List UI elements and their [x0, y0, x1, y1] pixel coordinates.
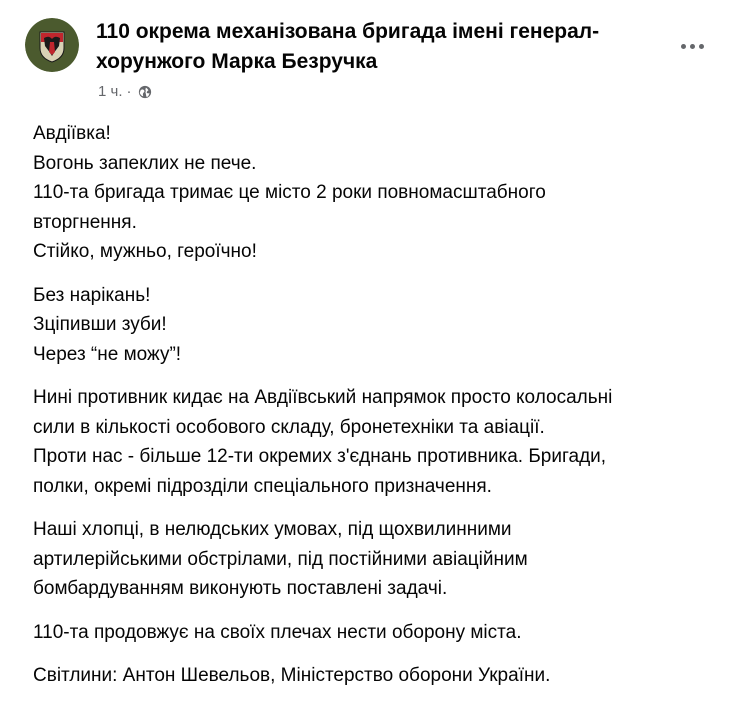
page-name-link[interactable]: [96, 17, 656, 77]
post-paragraph: [33, 661, 723, 691]
page-name-line-2: хорунжого Марка Безручка: [96, 50, 378, 73]
post-text-line: Вогонь запеклих не пече.: [33, 152, 257, 174]
post-text-line: 110-та бригада тримає це місто 2 роки повномасштабного: [33, 182, 546, 203]
post-text-line: 110-та продовжує на своїх плечах нести оборону міста.: [33, 621, 522, 643]
globe-icon[interactable]: [138, 85, 152, 99]
brigade-emblem-icon: [25, 18, 79, 72]
post-body: [33, 119, 723, 705]
more-options-icon: [681, 44, 704, 49]
page-name-line-1: 110 окрема механізована бригада імені генерал-: [96, 20, 600, 43]
post-text-line: бомбардуванням виконують поставлені задачі.: [33, 578, 448, 599]
post-paragraph: [33, 515, 723, 604]
post-text-line: Авдіївка!: [33, 123, 111, 144]
post-paragraph: [33, 383, 723, 501]
post-header: [0, 0, 740, 110]
post-text-line: Нині противник кидає на Авдіївський напрямок просто колосальні: [33, 387, 613, 408]
post-text-line: Наші хлопці, в нелюдських умовах, під щохвилинними: [33, 519, 512, 540]
more-options-button[interactable]: [674, 28, 710, 64]
post-paragraph: [33, 618, 723, 648]
post-paragraph: [33, 281, 723, 370]
post-text-line: Світлини: Антон Шевельов, Міністерство оборони України.: [33, 665, 551, 686]
post-text-line: Проти нас - більше 12-ти окремих з'єднань противника. Бригади,: [33, 446, 607, 467]
post-text-line: Стійко, мужньо, героїчно!: [33, 241, 257, 262]
post-text-line: Через “не можу”!: [33, 343, 182, 365]
timestamp-link[interactable]: 1 ч.: [98, 83, 123, 100]
post-meta: [98, 82, 152, 102]
post-text-line: вторгнення.: [33, 211, 137, 233]
post-text-line: Без нарікань!: [33, 284, 151, 306]
post-text-line: сили в кількості особового складу, бронетехніки та авіації.: [33, 416, 545, 438]
post-paragraph: [33, 119, 723, 267]
post-text-line: Зціпивши зуби!: [33, 314, 167, 335]
avatar[interactable]: [25, 18, 79, 72]
meta-separator: ·: [126, 83, 132, 100]
post-text-line: артилерійськими обстрілами, під постійними авіаційним: [33, 548, 528, 570]
post-text-line: полки, окремі підрозділи спеціального призначення.: [33, 475, 492, 497]
